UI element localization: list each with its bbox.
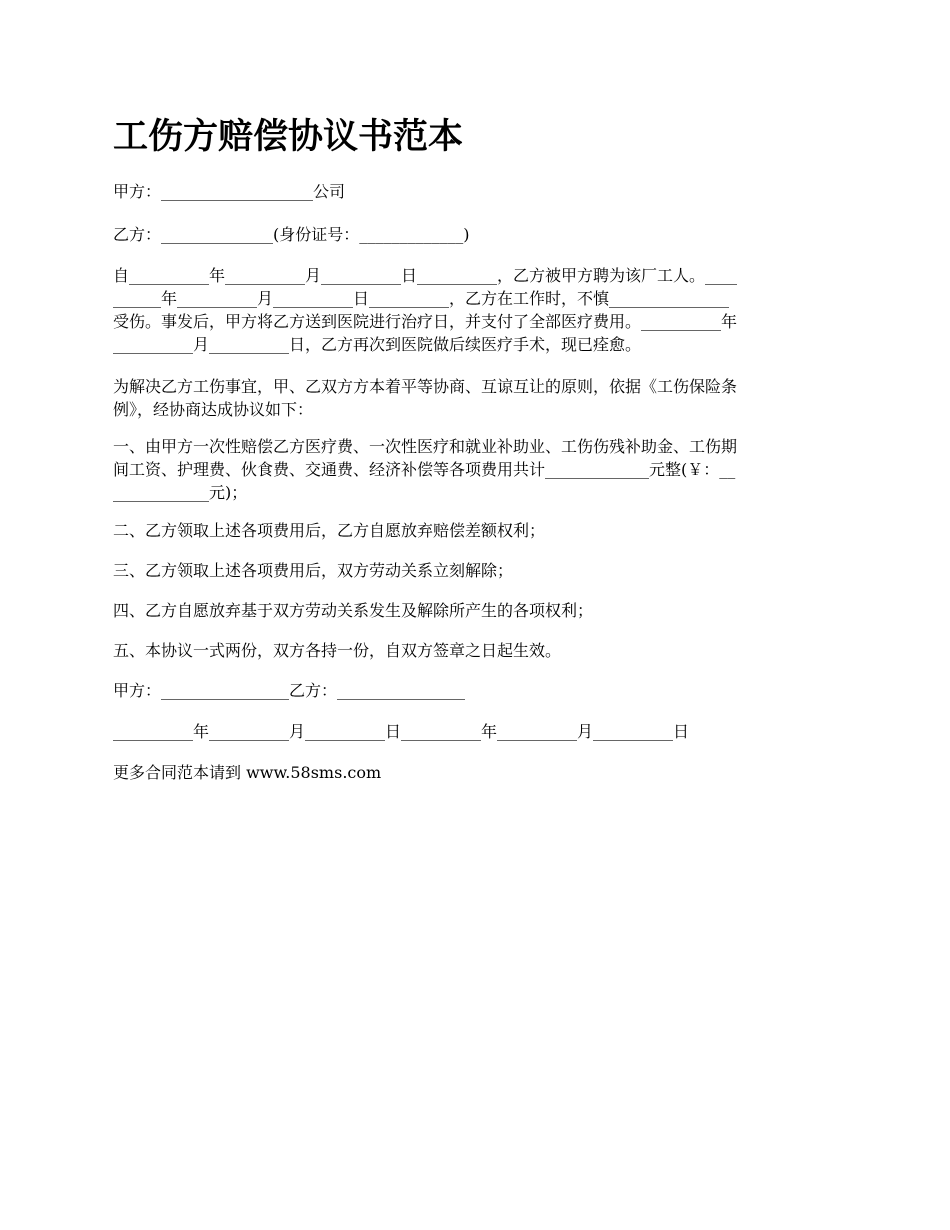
preamble-line-2: 例》，经协商达成协议如下： bbox=[113, 400, 314, 419]
clause-1-line-1: 一、由甲方一次性赔偿乙方医疗费、一次性医疗和就业补助业、工伤伤残补助金、工伤期 bbox=[113, 437, 738, 456]
incident-line-3: 受伤。事发后，甲方将乙方送到医院进行治疗日，并支付了全部医疗费用。__________年 bbox=[113, 312, 738, 331]
signature-line: 甲方：________________乙方：________________ bbox=[113, 681, 466, 700]
clause-2: 二、乙方领取上述各项费用后，乙方自愿放弃赔偿差额权利； bbox=[113, 521, 546, 540]
clause-1-line-2: 间工资、护理费、伙食费、交通费、经济补偿等各项费用共计_____________元整(￥：__ bbox=[113, 460, 736, 479]
incident-line-2: ______年__________月__________日__________，乙方在工作时，不慎_______________ bbox=[113, 289, 730, 308]
date-line: __________年__________月__________日__________年__________月__________日 bbox=[113, 722, 690, 741]
clause-1-line-3: ____________元)； bbox=[113, 483, 248, 502]
incident-line-1: 自__________年__________月__________日__________，乙方被甲方聘为该厂工人。____ bbox=[113, 266, 738, 285]
footer-note: 更多合同范本请到 www.58sms.com bbox=[113, 763, 382, 782]
party-a-line: 甲方：___________________公司 bbox=[113, 182, 346, 201]
party-b-line: 乙方：______________(身份证号：_____________) bbox=[113, 225, 470, 244]
incident-line-4: __________月__________日，乙方再次到医院做后续医疗手术，现已痊愈。 bbox=[113, 335, 642, 354]
clause-3: 三、乙方领取上述各项费用后，双方劳动关系立刻解除； bbox=[113, 561, 514, 580]
clause-4: 四、乙方自愿放弃基于双方劳动关系发生及解除所产生的各项权利； bbox=[113, 601, 594, 620]
preamble-line-1: 为解决乙方工伤事宜，甲、乙双方方本着平等协商、互谅互让的原则，依据《工伤保险条 bbox=[113, 377, 738, 396]
clause-5: 五、本协议一式两份，双方各持一份，自双方签章之日起生效。 bbox=[113, 641, 562, 660]
document-title: 工伤方赔偿协议书范本 bbox=[113, 116, 464, 157]
